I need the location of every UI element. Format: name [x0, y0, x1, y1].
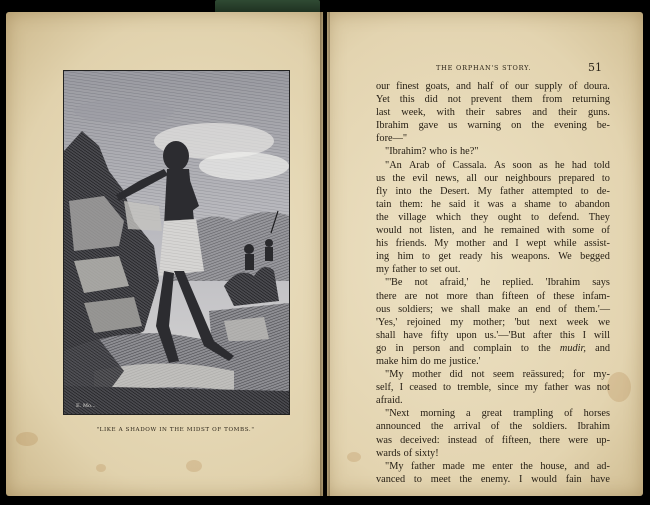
text-line: his friends. My mother and I wept while assist-	[376, 238, 610, 250]
text-line: "Ibrahim? who is he?"	[385, 146, 479, 158]
body-text	[376, 80, 610, 486]
engraver-signature: E. Mo...	[76, 403, 96, 409]
text-line: make him do me justice.'	[376, 355, 481, 367]
foxing-stain	[347, 452, 361, 462]
foxing-stain	[96, 464, 106, 472]
text-line: would not listen, and he remained with some of	[376, 225, 610, 237]
foxing-stain	[607, 372, 631, 402]
text-line: last week, with their sabres and their guns.	[376, 107, 610, 119]
text-line: fore—"	[376, 133, 408, 145]
text-line: my father to set out.	[376, 264, 461, 276]
text-line: was deceived: instead of fifteen, there were up-	[376, 434, 610, 446]
text-line: Yet this did not prevent them from returning	[376, 94, 610, 106]
page-number: 51	[588, 61, 602, 74]
foxing-stain	[186, 460, 202, 472]
text-line: afraid.	[376, 395, 403, 407]
text-line: self, I ceased to tremble, since my father was not	[376, 382, 610, 394]
text-line: tain them: he said it was a shame to abandon	[376, 198, 610, 210]
text-line: "'Be not afraid,' he replied. 'Ibrahim says	[385, 277, 610, 289]
running-head: THE ORPHAN'S STORY.	[436, 64, 532, 72]
text-line: "An Arab of Cassala. As soon as he had told	[385, 159, 610, 171]
text-line: fly into the Desert. My father attempted to de-	[376, 185, 610, 197]
text-line: wards of sixty!	[376, 447, 439, 459]
engraving-illustration	[63, 70, 290, 415]
text-line: us the evil news, all our neighbours prepared to	[376, 172, 610, 184]
text-line: shall have fifty upon us.'—'But after this I will	[376, 329, 610, 341]
text-line: ing him to get ready his weapons. We begged	[376, 251, 610, 263]
text-line: vanced to meet the enemy. I would fain have	[376, 473, 610, 485]
text-line: there are not more than fifteen of these infam-	[376, 290, 610, 302]
book-gutter	[320, 12, 330, 496]
text-line: Ibrahim gave us warning on the evening be-	[376, 120, 610, 132]
text-line: "Next morning a great trampling of horses	[385, 408, 610, 420]
text-line: our finest goats, and half of our supply of doura.	[376, 81, 610, 92]
illustration-caption: "LIKE A SHADOW IN THE MIDST OF TOMBS."	[96, 427, 255, 433]
foxing-stain	[16, 432, 38, 446]
text-line: "My mother did not seem reässured; for my-	[385, 369, 610, 381]
text-line: the village which they ought to defend. They	[376, 211, 610, 223]
text-line: go in person and complain to the mudir, and	[376, 342, 610, 354]
text-line: "My father made me enter the house, and ad-	[385, 460, 610, 472]
text-line: ous soldiers; we shall make an end of them.'—	[376, 303, 610, 315]
text-line: 'Yes,' rejoined my mother; 'but next week we	[376, 316, 610, 328]
text-line: announced the arrival of the soldiers. Ibrahim	[376, 421, 610, 433]
